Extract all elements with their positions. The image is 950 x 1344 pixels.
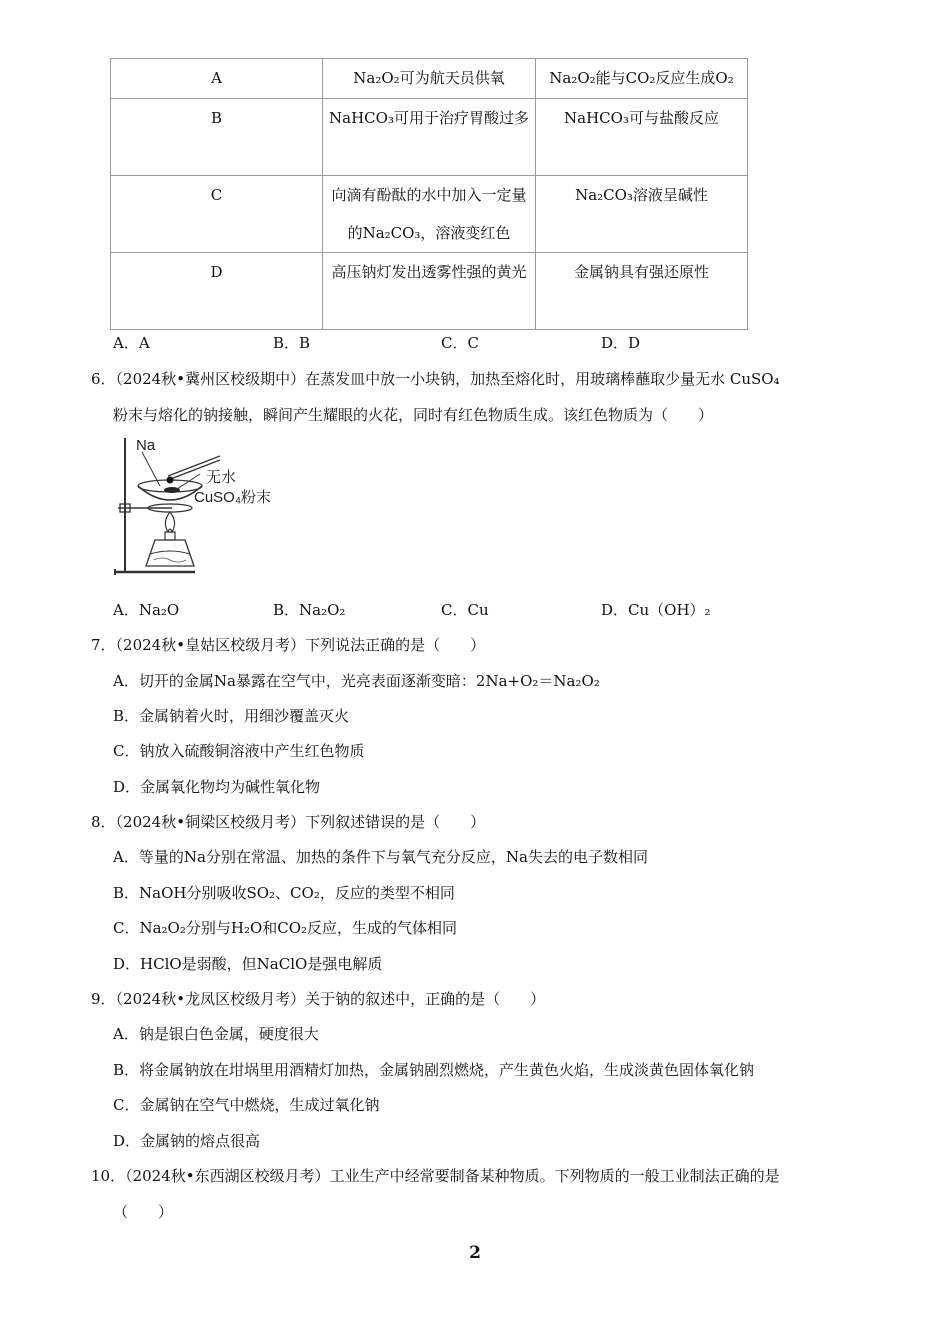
option-d: D．D	[601, 334, 641, 352]
option-d: D．金属氧化物均为碱性氧化物	[113, 778, 321, 796]
table-cell-statement: 向滴有酚酞的水中加入一定量的Na₂CO₃，溶液变红色	[331, 186, 527, 242]
question-stem-continued: （ ）	[113, 1203, 174, 1221]
option-d: D．Cu（OH）₂	[601, 601, 711, 619]
table-row	[111, 176, 748, 253]
label-anhydrous: 无水	[206, 469, 237, 486]
option-d: D．HClO是弱酸，但NaClO是强电解质	[113, 955, 383, 973]
table-cell-letter: B	[111, 99, 323, 176]
question-stem: 10．（2024秋•东西湖区校级月考）工业生产中经常要制备某种物质。下列物质的一般工业制法正确的是	[91, 1167, 780, 1185]
option-b: B．金属钠着火时，用细沙覆盖灭火	[113, 707, 350, 725]
table-cell-letter: C	[111, 176, 323, 253]
table-cell-letter: A	[111, 59, 323, 99]
page-number: 2	[469, 1243, 481, 1263]
table-cell-letter: D	[111, 253, 323, 330]
table-cell-reason: Na₂O₂能与CO₂反应生成O₂	[536, 59, 748, 99]
option-b: B．NaOH分别吸收SO₂、CO₂，反应的类型不相同	[113, 884, 455, 902]
option-d: D．金属钠的熔点很高	[113, 1132, 261, 1150]
table-row	[111, 99, 748, 176]
table-row	[111, 59, 748, 99]
table-cell-reason: NaHCO₃可与盐酸反应	[536, 99, 748, 176]
option-b: B．Na₂O₂	[273, 601, 346, 619]
question-stem-continued: 粉末与熔化的钠接触，瞬间产生耀眼的火花，同时有红色物质生成。该红色物质为（ ）	[113, 406, 714, 424]
option-b: B．B	[273, 334, 311, 352]
option-c: C．Na₂O₂分别与H₂O和CO₂反应，生成的气体相同	[113, 919, 458, 937]
question-stem: 8．（2024秋•铜梁区校级月考）下列叙述错误的是（ ）	[91, 813, 486, 831]
label-na: Na	[136, 437, 156, 454]
table-row	[111, 253, 748, 330]
option-c: C．Cu	[441, 601, 489, 619]
option-c: C．C	[441, 334, 479, 352]
label-cuso4-powder: CuSO₄粉末	[194, 489, 271, 506]
table-cell-statement: NaHCO₃可用于治疗胃酸过多	[329, 109, 529, 127]
option-a: A．Na₂O	[113, 601, 180, 619]
option-a: A．钠是银白色金属，硬度很大	[113, 1025, 319, 1043]
table-cell-statement: 高压钠灯发出透雾性强的黄光	[331, 263, 527, 281]
evaporating-dish-apparatus-figure	[110, 436, 290, 578]
table-cell-reason: 金属钠具有强还原性	[536, 253, 748, 330]
comparison-table	[110, 58, 748, 330]
option-c: C．钠放入硫酸铜溶液中产生红色物质	[113, 742, 365, 760]
table-cell-reason: Na₂CO₃溶液呈碱性	[536, 176, 748, 253]
option-c: C．金属钠在空气中燃烧，生成过氧化钠	[113, 1096, 380, 1114]
option-a: A．等量的Na分别在常温、加热的条件下与氧气充分反应，Na失去的电子数相同	[113, 848, 648, 866]
question-stem: 6．（2024秋•冀州区校级期中）在蒸发皿中放一小块钠，加热至熔化时，用玻璃棒蘸取少量无水 CuSO₄	[91, 370, 780, 388]
option-a: A．A	[113, 334, 150, 352]
question-stem: 9．（2024秋•龙凤区校级月考）关于钠的叙述中，正确的是（ ）	[91, 990, 546, 1008]
option-b: B．将金属钠放在坩埚里用酒精灯加热，金属钠剧烈燃烧，产生黄色火焰，生成淡黄色固体氧化钠	[113, 1061, 755, 1079]
option-a: A．切开的金属Na暴露在空气中，光亮表面逐渐变暗：2Na+O₂＝Na₂O₂	[113, 672, 600, 690]
question-stem: 7．（2024秋•皇姑区校级月考）下列说法正确的是（ ）	[91, 636, 486, 654]
table-cell-statement: Na₂O₂可为航天员供氧	[323, 59, 536, 99]
